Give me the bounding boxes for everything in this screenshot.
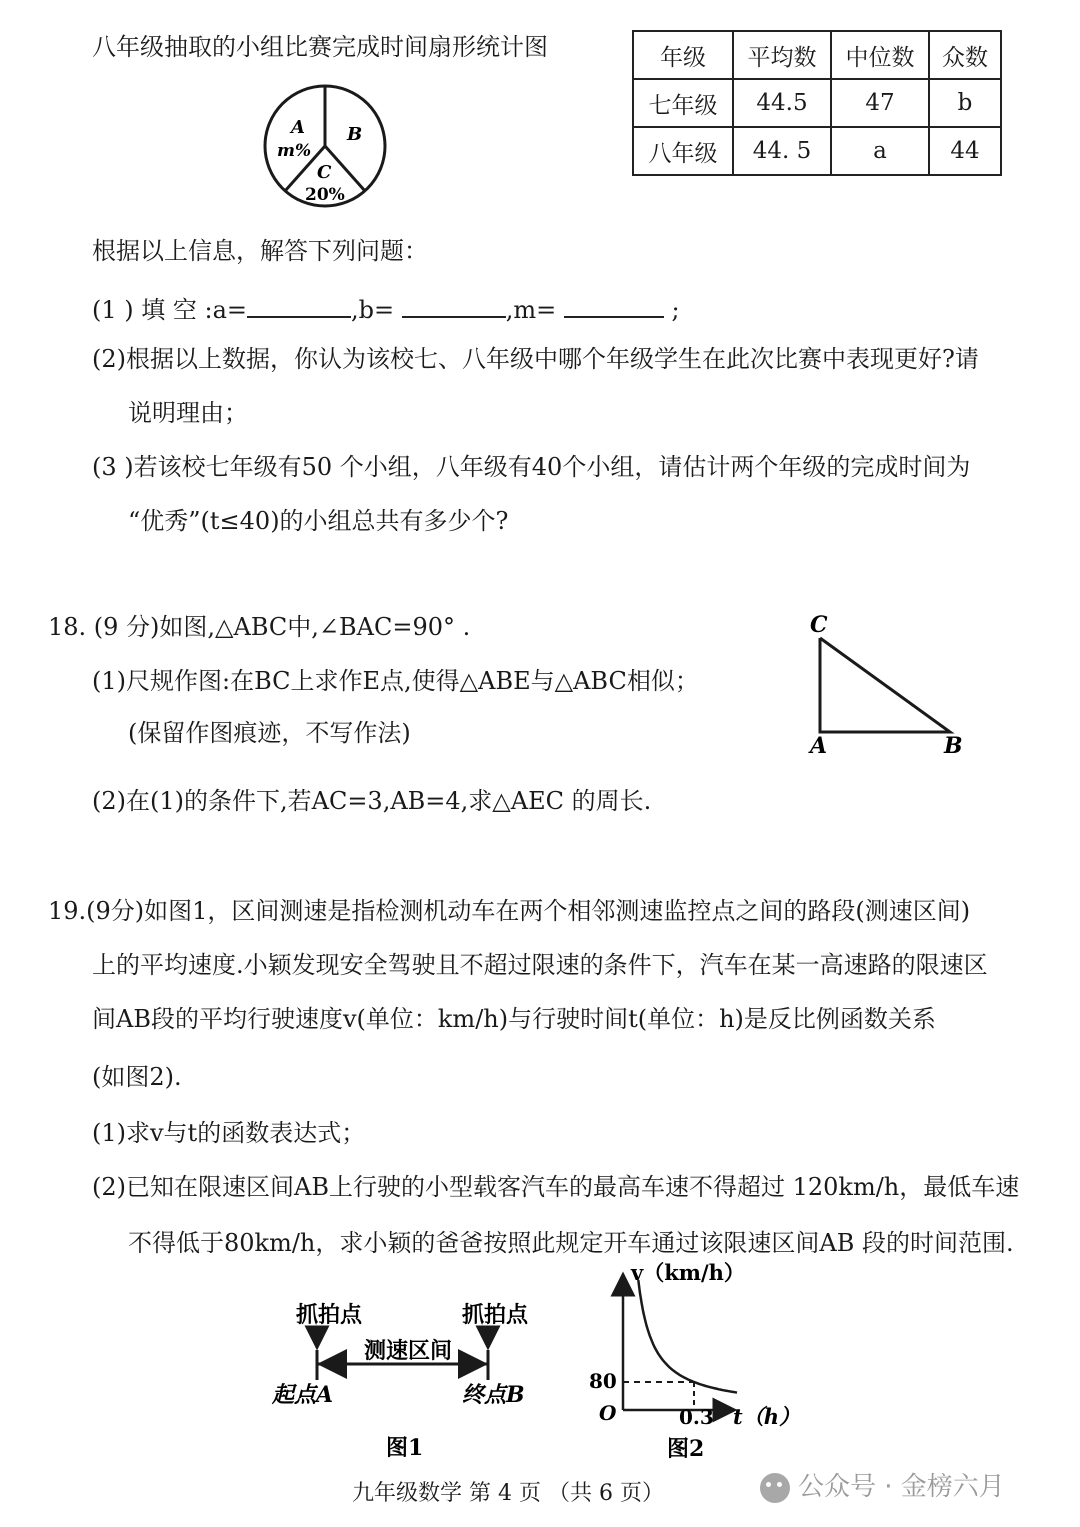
q17-intro: 根据以上信息，解答下列问题：: [92, 237, 428, 265]
vertex-c-label: C: [810, 612, 828, 638]
fig1-center-label: 测速区间: [364, 1338, 453, 1364]
table-header: 平均数: [733, 31, 831, 79]
page-footer: 九年级数学 第 4 页 （共 6 页）: [352, 1481, 664, 1506]
fig1-left-capture-label: 抓拍点: [296, 1302, 363, 1328]
stats-table: [632, 30, 1002, 176]
q18-heading: 18. (9 分)如图,△ABC中,∠BAC=90° .: [48, 613, 471, 641]
q17-part3-line2: “优秀”(t≤40)的小组总共有多少个?: [128, 507, 509, 535]
table-header: 年级: [633, 31, 733, 79]
table-header: 众数: [929, 31, 1001, 79]
x-tick-label: 0.3: [679, 1405, 714, 1429]
table-cell: 47: [831, 79, 929, 127]
wechat-icon: [760, 1473, 790, 1503]
y-tick-label: 80: [589, 1369, 617, 1393]
q17-part1-prefix: (1 ) 填 空 :a=: [92, 296, 248, 324]
triangle-abc: [800, 610, 980, 760]
blank-b: [402, 292, 506, 318]
q17-part1: [92, 292, 680, 325]
fig1-end-label: 终点B: [462, 1382, 525, 1408]
q19-line4: (如图2).: [92, 1063, 182, 1091]
q17-part3-line1: (3 )若该校七年级有50 个小组，八年级有40个小组，请估计两个年级的完成时间为: [92, 453, 971, 481]
watermark-text: 公众号 · 金榜六月: [798, 1472, 1005, 1502]
table-cell: 七年级: [633, 79, 733, 127]
pie-value-c: 20%: [305, 185, 345, 205]
y-axis-label: v（km/h）: [631, 1260, 745, 1285]
table-cell: 44: [929, 127, 1001, 175]
q17-part2-line2: 说明理由；: [128, 399, 248, 427]
pie-value-a: m%: [277, 141, 312, 161]
q18-part2: (2)在(1)的条件下,若AC=3,AB=4,求△AEC 的周长.: [92, 787, 652, 815]
q18-part1: (1)尺规作图:在BC上求作E点,使得△ABE与△ABC相似；: [92, 667, 699, 695]
table-cell: 44. 5: [733, 127, 831, 175]
q17-part1-end: ;: [671, 296, 680, 324]
table-row: [633, 79, 1001, 127]
pie-label-a: A: [291, 117, 305, 138]
q19-part2-line1: (2)已知在限速区间AB上行驶的小型载客汽车的最高车速不得超过 120km/h，最低车速: [92, 1173, 1020, 1201]
q19-line3: 间AB段的平均行驶速度v(单位：km/h)与行驶时间t(单位：h)是反比例函数关系: [92, 1005, 936, 1033]
pie-label-b: B: [347, 124, 363, 145]
q17-part2-line1: (2)根据以上数据，你认为该校七、八年级中哪个年级学生在此次比赛中表现更好?请: [92, 345, 979, 373]
q19-line2: 上的平均速度.小颖发现安全驾驶且不超过限速的条件下，汽车在某一高速路的限速区: [92, 951, 988, 979]
figure1-speed-section: [260, 1290, 560, 1470]
origin-label: O: [599, 1401, 617, 1425]
table-row: [633, 127, 1001, 175]
q19-line1: 19.(9分)如图1，区间测速是指检测机动车在两个相邻测速监控点之间的路段(测速区间): [48, 897, 971, 925]
table-cell: b: [929, 79, 1001, 127]
q17-part1-b: ,b=: [351, 296, 395, 324]
table-cell: 44.5: [733, 79, 831, 127]
table-cell: 八年级: [633, 127, 733, 175]
q19-part1: (1)求v与t的函数表达式；: [92, 1119, 366, 1147]
blank-m: [564, 292, 664, 318]
pie-chart-title: 八年级抽取的小组比赛完成时间扇形统计图: [92, 33, 548, 61]
q18-part1-note: (保留作图痕迹，不写作法): [128, 719, 411, 747]
x-axis-label: t（h）: [733, 1404, 800, 1429]
vertex-b-label: B: [944, 733, 963, 759]
fig1-start-label: 起点A: [272, 1382, 334, 1408]
table-cell: a: [831, 127, 929, 175]
pie-chart: [255, 82, 395, 212]
figure2-graph: [585, 1258, 805, 1470]
q17-part1-m: ,m=: [505, 296, 557, 324]
blank-a: [247, 292, 351, 318]
q19-part2-line2: 不得低于80km/h，求小颖的爸爸按照此规定开车通过该限速区间AB 段的时间范围.: [128, 1229, 1014, 1257]
fig1-right-capture-label: 抓拍点: [462, 1302, 529, 1328]
fig2-caption: 图2: [667, 1436, 705, 1462]
table-header-row: [633, 31, 1001, 79]
fig1-caption: 图1: [386, 1435, 424, 1461]
inverse-proportion-curve: [638, 1280, 737, 1393]
table-header: 中位数: [831, 31, 929, 79]
vertex-a-label: A: [810, 733, 828, 759]
pie-label-c: C: [317, 162, 332, 183]
watermark: [760, 1466, 1005, 1503]
